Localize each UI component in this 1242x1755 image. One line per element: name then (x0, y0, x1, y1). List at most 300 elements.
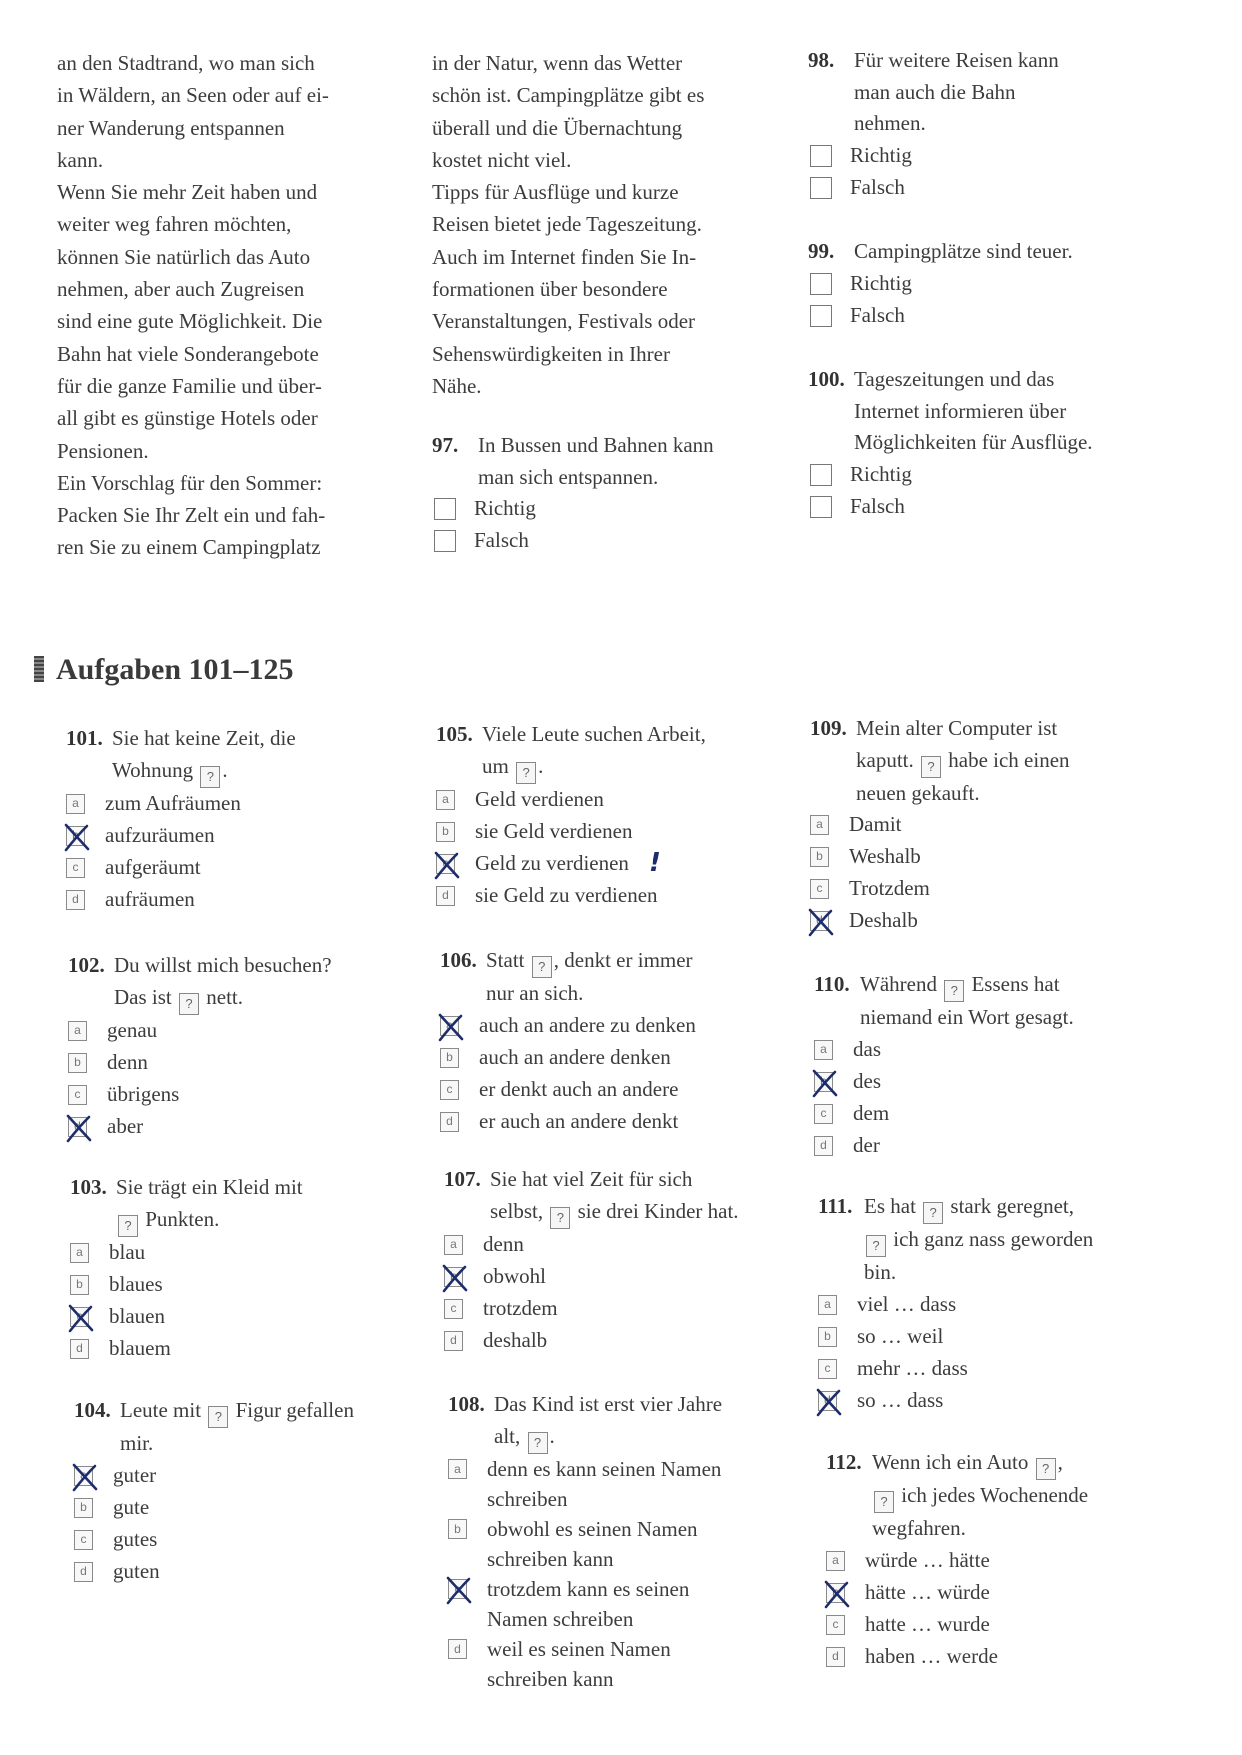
question-stem (856, 745, 1160, 778)
answer-option-d[interactable] (436, 880, 786, 912)
question-108 (448, 1389, 798, 1694)
answer-blank-box: ? (208, 1406, 228, 1428)
option-letter: d (80, 1563, 87, 1578)
question-stem (494, 1421, 798, 1454)
answer-option-b[interactable] (74, 1492, 424, 1524)
option-letter-box[interactable] (66, 890, 85, 910)
option-text: obwohl (483, 1263, 546, 1288)
answer-option-c[interactable] (826, 1609, 1176, 1641)
answer-option-b[interactable] (68, 1047, 408, 1079)
stem-text: Sie hat keine Zeit, die (112, 726, 296, 750)
stem-text: mir. (120, 1431, 154, 1455)
option-letter: c (76, 1308, 83, 1323)
question-number: 98. (808, 48, 835, 72)
option-letter-box[interactable] (814, 1040, 833, 1060)
option-text: mehr … dass (857, 1355, 968, 1380)
tf-option[interactable] (808, 268, 1168, 300)
option-text: übrigens (107, 1081, 180, 1106)
option-letter: a (824, 1296, 831, 1311)
question-103 (70, 1172, 410, 1365)
checkbox[interactable] (810, 273, 832, 295)
answer-option-a[interactable] (440, 1010, 800, 1042)
passage-line: sind eine gute Möglichkeit. Die (57, 309, 323, 334)
question-stem (112, 723, 406, 755)
option-letter-box[interactable] (70, 1275, 89, 1295)
answer-option-c[interactable] (810, 873, 1160, 905)
option-letter-box[interactable] (814, 1104, 833, 1124)
option-label: Falsch (850, 302, 905, 327)
stem-text: habe ich einen (943, 747, 1070, 772)
answer-option-c[interactable] (70, 1301, 410, 1333)
answer-option-a[interactable] (436, 784, 786, 816)
option-letter-box[interactable] (74, 1530, 93, 1550)
option-letter-box[interactable] (70, 1307, 89, 1327)
option-letter: a (816, 817, 823, 832)
option-letter: b (80, 1499, 87, 1514)
option-letter-box[interactable] (810, 911, 829, 931)
answer-blank-box: ? (200, 766, 220, 788)
section-title: Aufgaben 101–125 (56, 653, 294, 686)
option-letter-box[interactable] (70, 1243, 89, 1263)
option-letter-box[interactable] (810, 815, 829, 835)
option-letter: c (824, 1360, 831, 1375)
question-number: 108. (448, 1392, 485, 1416)
option-letter-box[interactable] (68, 1021, 87, 1041)
option-text: aufgeräumt (105, 854, 201, 879)
option-letter-box[interactable] (440, 1016, 459, 1036)
question-number: 112. (826, 1450, 862, 1474)
option-text: der (853, 1132, 880, 1157)
question-number: 104. (74, 1398, 111, 1422)
answer-option-b[interactable] (70, 1269, 410, 1301)
question-stem (114, 950, 408, 982)
passage-line: Wenn Sie mehr Zeit haben und (57, 180, 318, 205)
option-letter: a (76, 1244, 83, 1259)
answer-option-a[interactable] (68, 1015, 408, 1047)
option-letter-box[interactable] (818, 1327, 837, 1347)
answer-option-c[interactable] (74, 1524, 424, 1556)
option-letter: d (832, 1648, 839, 1663)
answer-option-d[interactable] (70, 1333, 410, 1365)
answer-option-a[interactable] (444, 1229, 804, 1261)
passage-line: für die ganze Familie und über- (57, 373, 322, 398)
answer-option-c[interactable] (814, 1098, 1164, 1130)
passage-line: weiter weg fahren möchten, (57, 212, 292, 237)
passage-line: schön ist. Campingplätze gibt es (432, 83, 705, 108)
option-text: aber (107, 1113, 144, 1138)
option-letter: c (442, 855, 449, 870)
option-letter: a (454, 1461, 461, 1476)
option-label: Richtig (850, 142, 912, 167)
option-letter-box[interactable] (68, 1117, 87, 1137)
option-letter-box[interactable] (436, 854, 455, 874)
option-letter-box[interactable] (66, 858, 85, 878)
answer-blank-box: ? (528, 1432, 548, 1454)
option-letter-box[interactable] (448, 1579, 467, 1599)
option-text: Geld zu verdienen (475, 850, 629, 875)
reading-column-2 (432, 47, 772, 402)
option-text: deshalb (483, 1327, 548, 1352)
option-letter: a (450, 1236, 457, 1251)
question-stem (872, 1513, 1176, 1545)
passage-line: kostet nicht viel. (432, 147, 572, 172)
option-letter: c (832, 1616, 839, 1631)
stem-text: kaputt. (856, 747, 919, 772)
stem-text: Mein alter Computer ist (856, 716, 1058, 740)
answer-option-a[interactable] (818, 1289, 1168, 1321)
option-letter-box[interactable] (66, 826, 85, 846)
answer-option-d[interactable] (444, 1325, 804, 1357)
option-letter: a (74, 1022, 81, 1037)
option-letter: d (454, 1641, 461, 1656)
option-text: Geld verdienen (475, 786, 604, 811)
answer-option-c[interactable] (66, 852, 406, 884)
stem-text: Sie trägt ein Kleid mit (116, 1175, 303, 1199)
answer-option-d[interactable] (448, 1634, 798, 1694)
tf-question-97 (432, 430, 782, 557)
stem-text: Sie hat viel Zeit für sich (490, 1167, 693, 1191)
option-letter: b (816, 849, 823, 864)
checkbox[interactable] (810, 464, 832, 486)
stem-text: , denkt er immer (553, 948, 693, 972)
option-letter-box[interactable] (826, 1551, 845, 1571)
stem-text: bin. (864, 1260, 897, 1284)
option-text: sie Geld zu verdienen (475, 882, 658, 907)
option-letter-box[interactable] (444, 1299, 463, 1319)
question-stem (872, 1447, 1176, 1480)
option-text: er denkt auch an andere (479, 1076, 679, 1101)
passage-line: Bahn hat viele Sonderangebote (57, 341, 319, 366)
option-text: denn (483, 1231, 524, 1256)
option-text: das (853, 1036, 881, 1061)
question-stem (486, 945, 800, 978)
answer-option-d[interactable] (440, 1106, 800, 1138)
passage-line: Tipps für Ausflüge und kurze (432, 180, 679, 205)
question-stem: Für weitere Reisen kann (854, 48, 1059, 72)
passage-line: ren Sie zu einem Campingplatz (57, 535, 321, 560)
stem-text: ich jedes Wochenende (896, 1483, 1089, 1507)
option-letter-box[interactable] (440, 1048, 459, 1068)
question-stem (120, 1428, 424, 1460)
question-stem (864, 1257, 1168, 1289)
option-text: er auch an andere denkt (479, 1108, 679, 1133)
option-letter-box[interactable] (70, 1339, 89, 1359)
passage-line: in Wäldern, an Seen oder auf ei- (57, 83, 329, 108)
option-letter: b (450, 1268, 457, 1283)
question-stem (860, 1002, 1164, 1034)
answer-blank-box: ? (118, 1215, 138, 1237)
option-letter-box[interactable] (810, 879, 829, 899)
question-stem (116, 1204, 410, 1237)
section-heading (34, 653, 294, 687)
option-letter: b (454, 1521, 461, 1536)
stem-text: um (482, 753, 515, 778)
question-stem (120, 1395, 424, 1428)
question-stem (864, 1191, 1168, 1224)
stem-text: . (538, 753, 544, 778)
question-106 (440, 945, 800, 1138)
stem-text: Du willst mich besuchen? (114, 953, 332, 977)
answer-option-a[interactable] (66, 788, 406, 820)
tf-question-99 (808, 236, 1168, 332)
answer-option-b[interactable] (444, 1261, 804, 1293)
answer-option-b[interactable] (440, 1042, 800, 1074)
checkbox[interactable] (810, 145, 832, 167)
answer-option-b[interactable] (810, 841, 1160, 873)
answer-option-a[interactable] (448, 1454, 798, 1514)
option-letter-box[interactable] (818, 1391, 837, 1411)
answer-option-b[interactable] (826, 1577, 1176, 1609)
checkbox[interactable] (810, 496, 832, 518)
question-number: 97. (432, 433, 459, 457)
answer-option-b[interactable] (448, 1514, 798, 1574)
question-109 (810, 713, 1160, 937)
passage-line: formationen über besondere (432, 277, 668, 302)
question-number: 106. (440, 948, 477, 972)
option-letter-box[interactable] (826, 1615, 845, 1635)
question-stem (486, 978, 800, 1010)
question-stem: Campingplätze sind teuer. (854, 239, 1073, 263)
option-letter-box[interactable] (74, 1498, 93, 1518)
tf-option[interactable] (808, 459, 1178, 491)
answer-option-d[interactable] (66, 884, 406, 916)
stem-text: ich ganz nass geworden (888, 1227, 1094, 1251)
option-text: hatte … wurde (865, 1611, 990, 1636)
option-letter: d (72, 891, 79, 906)
option-text: aufräumen (105, 886, 195, 911)
stem-text: Punkten. (140, 1206, 220, 1231)
option-letter: c (80, 1531, 87, 1546)
option-letter-box[interactable] (448, 1459, 467, 1479)
option-letter: b (820, 1073, 827, 1088)
stem-text: stark geregnet, (945, 1194, 1075, 1218)
option-text: blauem (109, 1335, 171, 1360)
answer-option-c[interactable] (436, 848, 786, 880)
question-stem (860, 969, 1164, 1002)
option-letter-box[interactable] (440, 1080, 459, 1100)
option-text: denn (107, 1049, 148, 1074)
answer-blank-box: ? (874, 1491, 894, 1513)
answer-option-d[interactable] (74, 1556, 424, 1588)
answer-option-b[interactable] (814, 1066, 1164, 1098)
option-text: auch an andere denken (479, 1044, 671, 1069)
option-letter: b (446, 1049, 453, 1064)
option-letter-box[interactable] (810, 847, 829, 867)
stem-text: Leute mit (120, 1398, 207, 1422)
option-letter-box[interactable] (826, 1647, 845, 1667)
question-stem (856, 713, 1160, 745)
question-stem: man auch die Bahn (854, 79, 1016, 104)
option-letter: b (72, 827, 79, 842)
tf-option[interactable] (432, 525, 782, 557)
option-letter-box[interactable] (440, 1112, 459, 1132)
tf-option[interactable] (808, 300, 1168, 332)
option-label: Falsch (850, 493, 905, 518)
option-text: haben … werde (865, 1643, 998, 1668)
option-letter-box[interactable] (448, 1519, 467, 1539)
option-letter: d (442, 887, 449, 902)
answer-option-a[interactable] (826, 1545, 1176, 1577)
question-stem (490, 1164, 804, 1196)
question-number: 111. (818, 1194, 853, 1218)
answer-option-a[interactable] (810, 809, 1160, 841)
option-text: weil es seinen Namen schreiben kann (487, 1636, 671, 1691)
question-stem (482, 751, 786, 784)
question-stem (114, 982, 408, 1015)
option-letter: d (450, 1332, 457, 1347)
option-letter: a (446, 1017, 453, 1032)
question-number: 103. (70, 1175, 107, 1199)
option-text: genau (107, 1017, 158, 1042)
option-letter: c (74, 1086, 81, 1101)
answer-option-d[interactable] (818, 1385, 1168, 1417)
option-letter-box[interactable] (436, 886, 455, 906)
answer-option-b[interactable] (66, 820, 406, 852)
answer-option-d[interactable] (826, 1641, 1176, 1673)
stem-text: Während (860, 972, 943, 996)
stem-text: Statt (486, 948, 530, 972)
question-number: 101. (66, 726, 103, 750)
answer-option-d[interactable] (68, 1111, 408, 1143)
answer-option-c[interactable] (440, 1074, 800, 1106)
answer-blank-box: ? (921, 756, 941, 778)
tf-option[interactable] (808, 491, 1178, 523)
question-104 (74, 1395, 424, 1588)
option-letter: a (442, 791, 449, 806)
option-letter-box[interactable] (814, 1072, 833, 1092)
stem-text: nett. (201, 984, 243, 1009)
passage-line: nehmen, aber auch Zugreisen (57, 277, 305, 302)
passage-line: Veranstaltungen, Festivals oder (432, 309, 696, 334)
checkbox[interactable] (810, 177, 832, 199)
option-text: gutes (113, 1526, 158, 1551)
passage-line: in der Natur, wenn das Wetter (432, 51, 683, 75)
answer-option-d[interactable] (810, 905, 1160, 937)
option-letter: b (74, 1054, 81, 1069)
question-107 (444, 1164, 804, 1357)
option-letter-box[interactable] (444, 1267, 463, 1287)
tf-option[interactable] (432, 493, 782, 525)
option-label: Richtig (850, 270, 912, 295)
stem-text: Wenn ich ein Auto (872, 1450, 1034, 1474)
stem-text: Essens hat (966, 972, 1060, 996)
answer-option-a[interactable] (814, 1034, 1164, 1066)
question-number: 100. (808, 367, 845, 391)
tf-option[interactable] (808, 140, 1168, 172)
answer-blank-box: ? (179, 993, 199, 1015)
checkbox[interactable] (810, 305, 832, 327)
question-stem (856, 778, 1160, 810)
stem-text: Viele Leute suchen Arbeit, (482, 722, 706, 746)
option-text: auch an andere zu denken (479, 1012, 696, 1037)
option-letter-box[interactable] (74, 1562, 93, 1582)
question-number: 107. (444, 1167, 481, 1191)
option-letter: c (816, 881, 823, 896)
answer-option-c[interactable] (818, 1353, 1168, 1385)
question-stem: Tageszeitungen und das (854, 367, 1055, 391)
option-letter: a (80, 1467, 87, 1482)
option-letter-box[interactable] (68, 1053, 87, 1073)
option-letter-box[interactable] (818, 1359, 837, 1379)
option-letter-box[interactable] (68, 1085, 87, 1105)
answer-blank-box: ? (550, 1207, 570, 1229)
option-text: zum Aufräumen (105, 790, 241, 815)
option-letter-box[interactable] (444, 1235, 463, 1255)
stem-text: Das Kind ist erst vier Jahre (494, 1392, 723, 1416)
option-text: Weshalb (849, 844, 921, 869)
option-letter: d (74, 1118, 81, 1133)
answer-option-c[interactable] (68, 1079, 408, 1111)
question-stem (482, 719, 786, 751)
answer-option-b[interactable] (436, 816, 786, 848)
question-stem (112, 755, 406, 788)
passage-line: Nähe. (432, 373, 482, 398)
option-letter-box[interactable] (818, 1295, 837, 1315)
stem-text: wegfahren. (872, 1516, 966, 1540)
option-letter: b (442, 823, 449, 838)
stem-text: Das ist (114, 984, 177, 1009)
option-letter: b (824, 1328, 831, 1343)
passage-line: Packen Sie Ihr Zelt ein und fah- (57, 503, 326, 528)
option-letter: a (72, 795, 79, 810)
option-text: so … dass (857, 1387, 944, 1412)
option-label: Falsch (474, 528, 529, 553)
question-112 (826, 1447, 1176, 1673)
tf-option[interactable] (808, 172, 1168, 204)
passage-line: Reisen bietet jede Tageszeitung. (432, 212, 702, 237)
question-stem: In Bussen und Bahnen kann (478, 433, 714, 457)
answer-option-a[interactable] (70, 1237, 410, 1269)
answer-blank-box: ? (532, 956, 552, 978)
option-text: so … weil (857, 1323, 944, 1348)
handwritten-exclamation-annotation: ! (648, 847, 661, 878)
option-text: des (853, 1068, 881, 1093)
option-letter: c (450, 1300, 457, 1315)
checkbox[interactable] (434, 498, 456, 520)
answer-option-a[interactable] (74, 1460, 424, 1492)
option-text: trotzdem (483, 1295, 558, 1320)
option-letter-box[interactable] (74, 1466, 93, 1486)
option-letter-box[interactable] (444, 1331, 463, 1351)
option-letter-box[interactable] (436, 822, 455, 842)
answer-option-c[interactable] (448, 1574, 798, 1634)
passage-line: kann. (57, 147, 104, 172)
option-letter-box[interactable] (814, 1136, 833, 1156)
option-text: blau (109, 1239, 146, 1264)
stem-text: Figur gefallen (230, 1398, 354, 1422)
passage-line: Pensionen. (57, 438, 149, 463)
option-letter-box[interactable] (826, 1583, 845, 1603)
reading-column-1 (57, 47, 397, 564)
stem-text: . (222, 757, 228, 782)
option-letter-box[interactable] (448, 1639, 467, 1659)
option-letter-box[interactable] (66, 794, 85, 814)
tf-question-98 (808, 45, 1168, 204)
checkbox[interactable] (434, 530, 456, 552)
stem-text: nur an sich. (486, 981, 584, 1005)
option-text: Deshalb (849, 908, 918, 933)
answer-option-c[interactable] (444, 1293, 804, 1325)
answer-option-b[interactable] (818, 1321, 1168, 1353)
option-label: Richtig (474, 496, 536, 521)
option-text: Damit (849, 812, 902, 837)
question-111 (818, 1191, 1168, 1417)
option-text: viel … dass (857, 1291, 957, 1316)
option-letter-box[interactable] (436, 790, 455, 810)
question-number: 110. (814, 972, 850, 996)
option-letter: d (824, 1392, 831, 1407)
answer-option-d[interactable] (814, 1130, 1164, 1162)
